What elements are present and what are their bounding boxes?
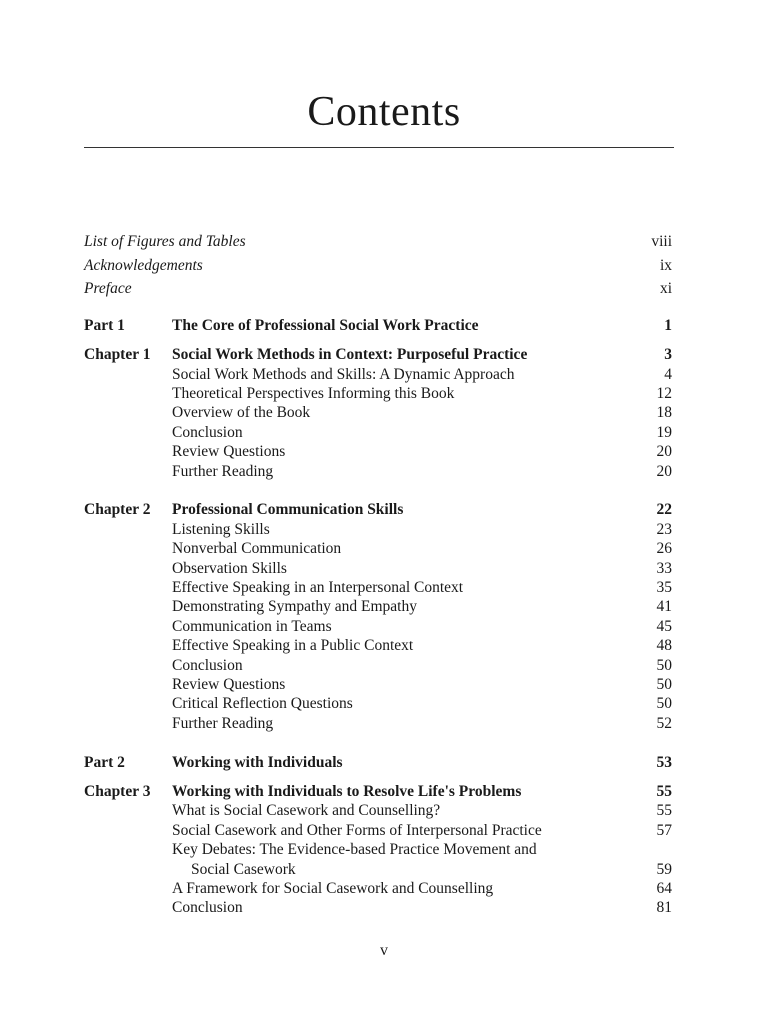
toc-section[interactable] bbox=[84, 714, 672, 733]
toc-entry-title: Acknowledgements bbox=[84, 256, 203, 274]
toc-section[interactable] bbox=[84, 675, 672, 694]
toc-chapter-1[interactable] bbox=[84, 345, 672, 364]
part-label: Part 2 bbox=[84, 753, 125, 771]
toc-part-2[interactable] bbox=[84, 753, 672, 772]
section-title: Overview of the Book bbox=[172, 404, 311, 422]
toc-section[interactable] bbox=[84, 559, 672, 578]
chapter-label: Chapter 1 bbox=[84, 346, 151, 364]
section-page: 52 bbox=[656, 714, 672, 732]
page-number: v bbox=[380, 942, 388, 959]
toc-section[interactable] bbox=[84, 656, 672, 675]
title-rule bbox=[84, 147, 674, 148]
part-page: 1 bbox=[664, 316, 672, 334]
toc-section[interactable] bbox=[84, 636, 672, 655]
page-title: Contents bbox=[307, 89, 461, 135]
section-page: 59 bbox=[656, 860, 672, 878]
part-title: Working with Individuals bbox=[172, 753, 343, 771]
chapter-title: Professional Communication Skills bbox=[172, 501, 404, 519]
chapter-label: Chapter 3 bbox=[84, 782, 151, 800]
section-page: 33 bbox=[656, 559, 672, 577]
section-page: 23 bbox=[656, 520, 672, 538]
section-page: 20 bbox=[656, 443, 672, 461]
section-title: Demonstrating Sympathy and Empathy bbox=[172, 598, 417, 616]
section-title: Critical Reflection Questions bbox=[172, 695, 353, 713]
section-page: 81 bbox=[656, 899, 672, 917]
toc-entry-list-of-figures[interactable] bbox=[84, 230, 672, 254]
section-page: 18 bbox=[656, 404, 672, 422]
section-title: Key Debates: The Evidence-based Practice Movement and bbox=[172, 841, 537, 859]
chapter-title: Social Work Methods in Context: Purposeful Practice bbox=[172, 346, 528, 364]
table-of-contents bbox=[84, 230, 672, 918]
section-page: 41 bbox=[656, 598, 672, 616]
toc-section[interactable] bbox=[84, 423, 672, 442]
section-page: 50 bbox=[656, 675, 672, 693]
section-title: Review Questions bbox=[172, 443, 286, 461]
chapter-page: 55 bbox=[656, 782, 672, 800]
toc-section[interactable] bbox=[84, 840, 672, 859]
section-title: Further Reading bbox=[172, 462, 274, 480]
toc-section[interactable] bbox=[84, 694, 672, 713]
section-page: 35 bbox=[656, 578, 672, 596]
chapter-page: 22 bbox=[656, 501, 672, 519]
toc-section[interactable] bbox=[84, 539, 672, 558]
section-title: Conclusion bbox=[172, 899, 243, 917]
toc-section-continued[interactable] bbox=[84, 860, 672, 879]
section-title: Further Reading bbox=[172, 714, 274, 732]
toc-part-1[interactable] bbox=[84, 316, 672, 335]
chapter-page: 3 bbox=[664, 346, 672, 364]
toc-section[interactable] bbox=[84, 578, 672, 597]
section-title: A Framework for Social Casework and Counselling bbox=[172, 879, 494, 897]
toc-section[interactable] bbox=[84, 617, 672, 636]
toc-section[interactable] bbox=[84, 462, 672, 481]
toc-entry-title: Preface bbox=[84, 280, 132, 298]
toc-entry-page: xi bbox=[659, 280, 672, 298]
section-page: 12 bbox=[656, 384, 672, 402]
toc-section[interactable] bbox=[84, 384, 672, 403]
toc-chapter-3[interactable] bbox=[84, 782, 672, 801]
section-page: 48 bbox=[656, 637, 672, 655]
toc-section[interactable] bbox=[84, 365, 672, 384]
toc-entry-page: ix bbox=[659, 256, 672, 274]
toc-entry-acknowledgements[interactable] bbox=[84, 254, 672, 278]
chapter-title: Working with Individuals to Resolve Life's Problems bbox=[172, 782, 522, 800]
section-page: 64 bbox=[656, 879, 672, 897]
section-title: Social Work Methods and Skills: A Dynamic Approach bbox=[172, 365, 515, 383]
toc-section[interactable] bbox=[84, 442, 672, 461]
section-title: Social Casework bbox=[191, 860, 296, 878]
section-title: Observation Skills bbox=[172, 559, 287, 577]
toc-entry-preface[interactable] bbox=[84, 277, 672, 301]
part-label: Part 1 bbox=[84, 316, 125, 334]
section-title: Social Casework and Other Forms of Interpersonal Practice bbox=[172, 821, 542, 839]
toc-section[interactable] bbox=[84, 879, 672, 898]
section-title: Conclusion bbox=[172, 656, 243, 674]
section-page: 19 bbox=[656, 423, 672, 441]
section-title: Conclusion bbox=[172, 423, 243, 441]
section-page: 57 bbox=[656, 821, 672, 839]
section-page: 4 bbox=[664, 365, 672, 383]
toc-section[interactable] bbox=[84, 801, 672, 820]
section-page: 45 bbox=[656, 617, 672, 635]
section-title: Nonverbal Communication bbox=[172, 540, 342, 558]
section-title: Theoretical Perspectives Informing this Book bbox=[172, 384, 455, 402]
section-title: Listening Skills bbox=[172, 520, 270, 538]
section-page: 50 bbox=[656, 656, 672, 674]
section-page: 26 bbox=[656, 540, 672, 558]
toc-section[interactable] bbox=[84, 597, 672, 616]
toc-section[interactable] bbox=[84, 821, 672, 840]
section-title: Effective Speaking in a Public Context bbox=[172, 637, 414, 655]
toc-entry-page: viii bbox=[651, 233, 672, 250]
part-title: The Core of Professional Social Work Practice bbox=[172, 316, 479, 334]
section-page: 55 bbox=[656, 802, 672, 820]
toc-section[interactable] bbox=[84, 403, 672, 422]
toc-entry-title: List of Figures and Tables bbox=[84, 233, 246, 250]
part-page: 53 bbox=[656, 753, 672, 771]
section-title: What is Social Casework and Counselling? bbox=[172, 802, 441, 820]
section-title: Review Questions bbox=[172, 675, 286, 693]
section-title: Effective Speaking in an Interpersonal Context bbox=[172, 578, 464, 596]
section-title: Communication in Teams bbox=[172, 617, 332, 635]
toc-section[interactable] bbox=[84, 520, 672, 539]
toc-section[interactable] bbox=[84, 898, 672, 917]
toc-chapter-2[interactable] bbox=[84, 500, 672, 519]
chapter-label: Chapter 2 bbox=[84, 501, 151, 519]
section-page: 50 bbox=[656, 695, 672, 713]
section-page: 20 bbox=[656, 462, 672, 480]
